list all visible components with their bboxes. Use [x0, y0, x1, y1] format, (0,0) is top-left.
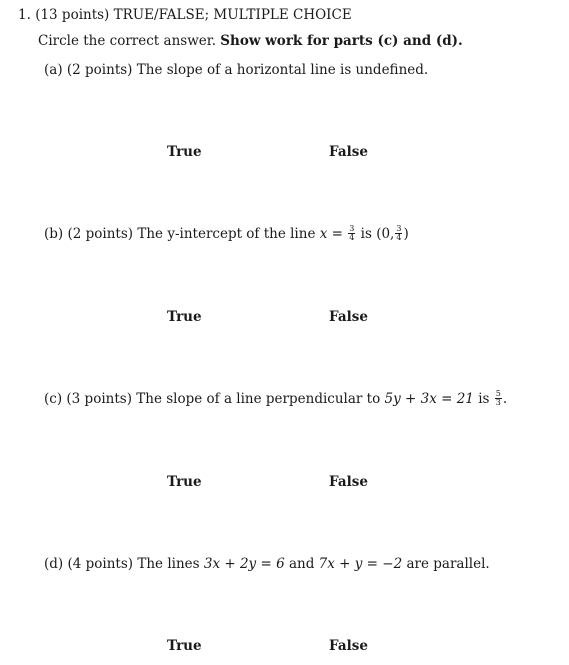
part-b-text-before: The y-intercept of the line — [137, 226, 316, 242]
part-c-fraction-denominator: 3 — [495, 398, 501, 407]
part-b-variable: x — [319, 226, 328, 242]
part-c-label: (c) — [44, 391, 63, 407]
instruction-plain: Circle the correct answer. — [38, 33, 216, 49]
question-title: (13 points) TRUE/FALSE; MULTIPLE CHOICE — [35, 7, 352, 23]
part-b-true-option[interactable]: True — [167, 309, 202, 325]
part-a-text: The slope of a horizontal line is undefined. — [136, 62, 429, 78]
part-d-text-end: are parallel. — [406, 556, 490, 572]
part-a-prompt — [44, 62, 428, 78]
part-b-fraction-2-denominator: 4 — [396, 233, 402, 242]
part-d-equation-2: 7x + y = −2 — [318, 556, 403, 572]
part-a-label: (a) — [44, 62, 63, 78]
question-heading — [18, 7, 352, 23]
part-d-text-mid: and — [288, 556, 315, 572]
part-b-fraction-1-numerator: 3 — [349, 224, 355, 233]
part-c-text-before: The slope of a line perpendicular to — [136, 391, 381, 407]
part-b-false-option[interactable]: False — [329, 309, 368, 325]
part-c-text-end: . — [502, 391, 508, 407]
part-a-points: (2 points) — [66, 62, 133, 78]
part-b-equals: = — [331, 226, 343, 242]
part-d-label: (d) — [44, 556, 64, 572]
part-b-fraction-1-denominator: 4 — [349, 233, 355, 242]
part-c-prompt — [44, 391, 507, 408]
part-b-text-mid: is (0, — [360, 226, 395, 242]
part-c-true-option[interactable]: True — [167, 474, 202, 490]
part-b-text-end: ) — [403, 226, 409, 242]
part-d-equation-1: 3x + 2y = 6 — [203, 556, 285, 572]
part-d-prompt — [44, 556, 490, 572]
part-b-prompt — [44, 226, 409, 243]
part-c-points: (3 points) — [66, 391, 132, 407]
part-b-fraction-2 — [395, 225, 402, 242]
instruction-line — [38, 33, 463, 49]
question-number: 1. — [18, 7, 31, 23]
part-d-points: (4 points) — [67, 556, 134, 572]
part-a-false-option[interactable]: False — [329, 144, 368, 160]
instruction-bold: Show work for parts (c) and (d). — [220, 33, 463, 49]
part-d-true-option[interactable]: True — [167, 638, 202, 654]
part-b-points: (2 points) — [67, 226, 134, 242]
part-c-fraction — [495, 390, 502, 407]
part-c-equation: 5y + 3x = 21 — [384, 391, 474, 407]
part-a-true-option[interactable]: True — [167, 144, 202, 160]
part-c-false-option[interactable]: False — [329, 474, 368, 490]
part-b-fraction-1 — [348, 225, 355, 242]
part-b-fraction-2-numerator: 3 — [396, 224, 402, 233]
part-c-text-mid: is — [478, 391, 490, 407]
part-b-label: (b) — [44, 226, 64, 242]
part-c-fraction-numerator: 5 — [495, 389, 501, 398]
part-d-false-option[interactable]: False — [329, 638, 368, 654]
part-d-text-before: The lines — [137, 556, 200, 572]
